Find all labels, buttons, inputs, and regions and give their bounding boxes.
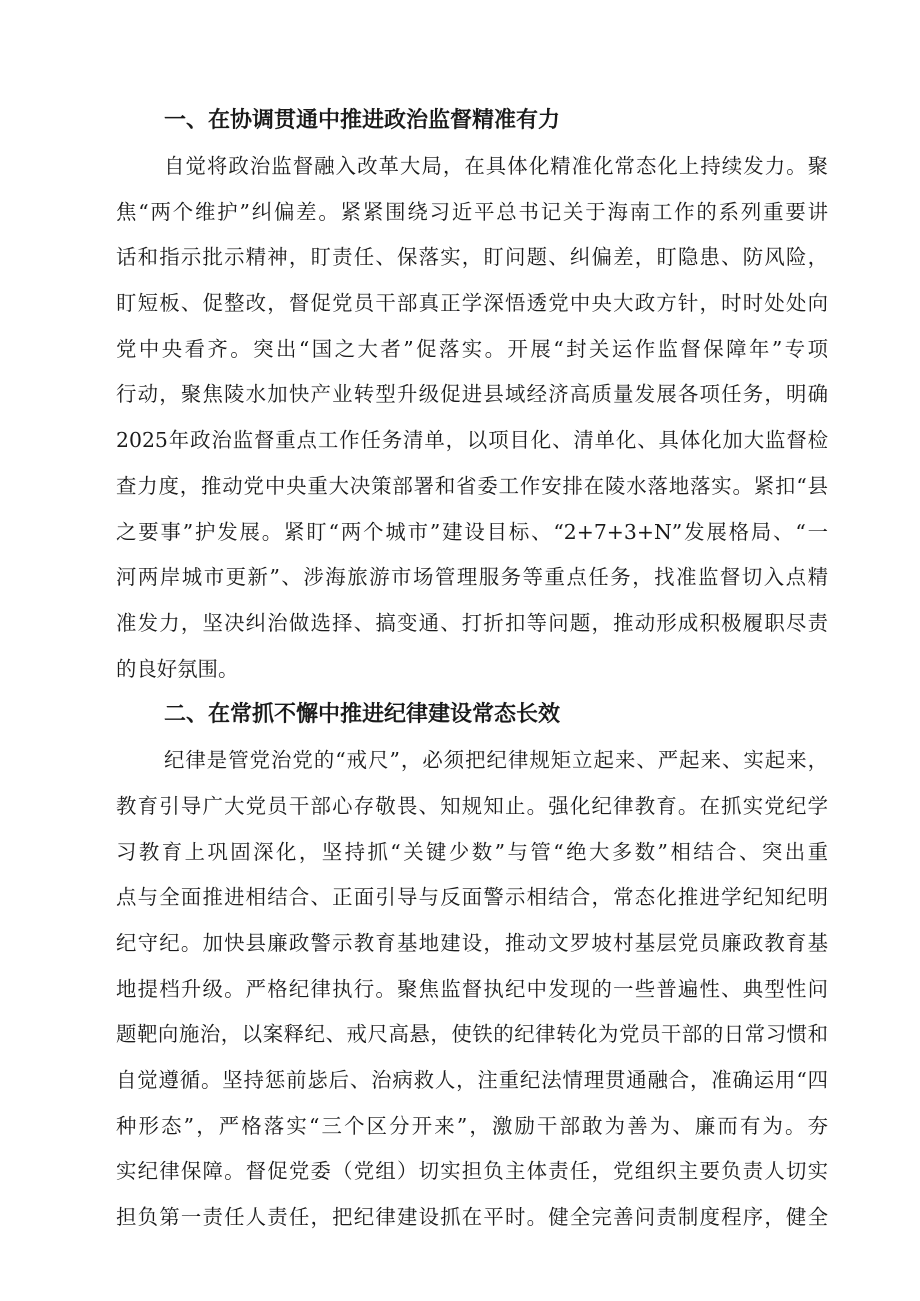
paragraph-line: 种形态”，严格落实“三个区分开来”，激励干部敢为善为、廉而有为。夯 [116,1113,828,1138]
paragraph-line: 实纪律保障。督促党委（党组）切实担负主体责任，党组织主要负责人切实 [116,1159,828,1184]
paragraph-line: 党中央看齐。突出“国之大者”促落实。开展“封关运作监督保障年”专项 [116,336,828,361]
paragraph-line: 地提档升级。严格纪律执行。聚焦监督执纪中发现的一些普遍性、典型性问 [116,976,828,1001]
paragraph-line: 自觉将政治监督融入改革大局，在具体化精准化常态化上持续发力。聚 [164,154,828,178]
section-paragraph-2 [116,738,828,1241]
paragraph-line: 纪律是管党治党的“戒尺”，必须把纪律规矩立起来、严起来、实起来， [164,748,828,773]
paragraph-line: 查力度，推动党中央重大决策部署和省委工作安排在陵水落地落实。紧扣“县 [116,473,828,498]
paragraph-line: 自觉遵循。坚持惩前毖后、治病救人，注重纪法情理贯通融合，准确运用“四 [116,1068,828,1093]
section-heading-1: 一、在协调贯通中推进政治监督精准有力 [164,108,561,133]
paragraph-line: 题靶向施治，以案释纪、戒尺高悬，使铁的纪律转化为党员干部的日常习惯和 [116,1022,828,1047]
paragraph-line: 准发力，坚决纠治做选择、搞变通、打折扣等问题，推动形成积极履职尽责 [116,610,828,635]
paragraph-line: 盯短板、促整改，督促党员干部真正学深悟透党中央大政方针，时时处处向 [116,291,828,316]
paragraph-line: 2025年政治监督重点工作任务清单，以项目化、清单化、具体化加大监督检 [116,428,828,453]
section-heading-2: 二、在常抓不懈中推进纪律建设常态长效 [164,702,561,728]
paragraph-line: 习教育上巩固深化，坚持抓“关键少数”与管“绝大多数”相结合、突出重 [116,839,828,864]
document-page [116,98,828,1241]
paragraph-line: 之要事”护发展。紧盯“两个城市”建设目标、“2+7+3+N”发展格局、“一 [116,519,828,544]
paragraph-line: 河两岸城市更新”、涉海旅游市场管理服务等重点任务，找准监督切入点精 [116,565,828,590]
paragraph-line: 话和指示批示精神，盯责任、保落实，盯问题、纠偏差，盯隐患、防风险， [116,245,828,270]
paragraph-line: 担负第一责任人责任，把纪律建设抓在平时。健全完善问责制度程序，健全 [116,1205,828,1230]
paragraph-line: 的良好氛围。 [116,656,239,681]
paragraph-line: 点与全面推进相结合、正面引导与反面警示相结合，常态化推进学纪知纪明 [116,885,828,910]
paragraph-line: 教育引导广大党员干部心存敬畏、知规知止。强化纪律教育。在抓实党纪学 [116,793,828,818]
section-paragraph-1 [116,144,828,692]
paragraph-line: 焦“两个维护”纠偏差。紧紧围绕习近平总书记关于海南工作的系列重要讲 [116,199,828,224]
paragraph-line: 行动，聚焦陵水加快产业转型升级促进县域经济高质量发展各项任务，明确 [116,382,828,407]
paragraph-line: 纪守纪。加快县廉政警示教育基地建设，推动文罗坡村基层党员廉政教育基 [116,931,828,955]
